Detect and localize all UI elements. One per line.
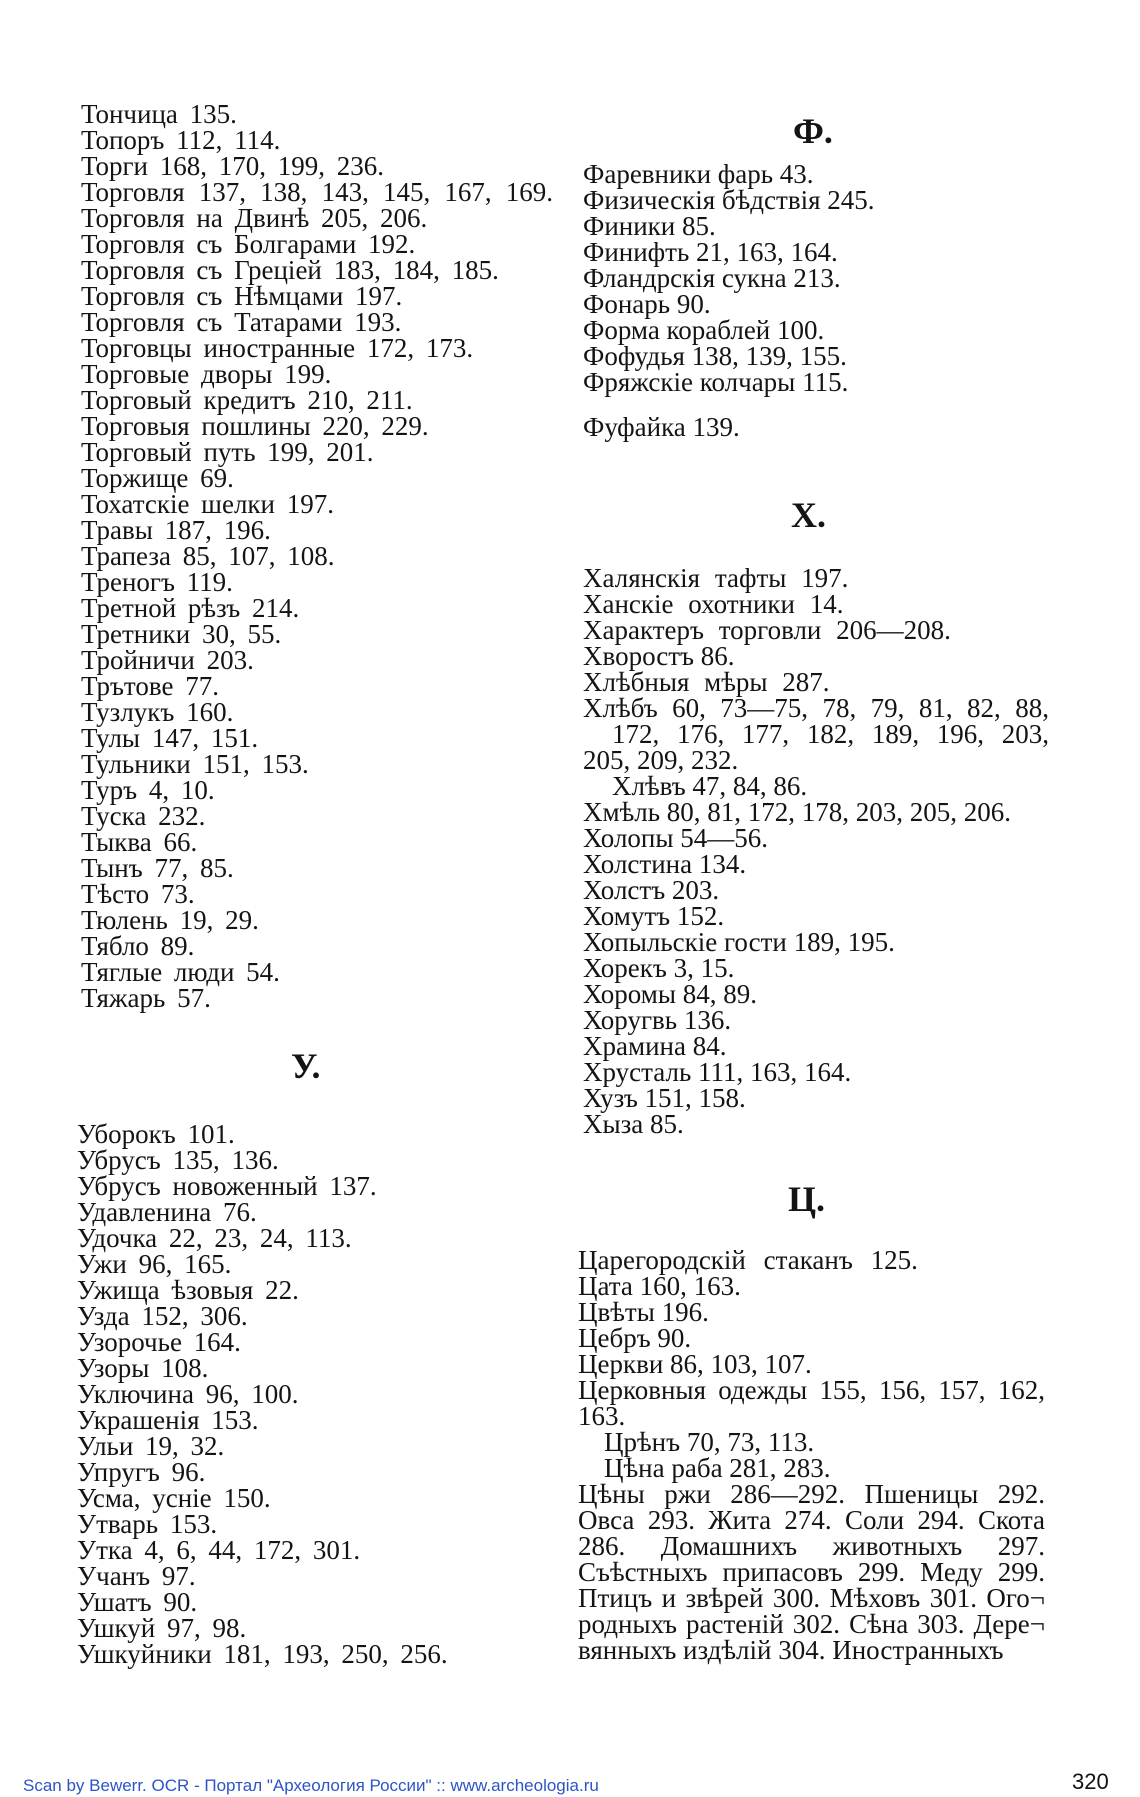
index-entry: Третной рѣзъ 214. bbox=[81, 593, 300, 623]
index-entry: Тузлукъ 160. bbox=[81, 697, 234, 727]
index-entry: Фонарь 90. bbox=[583, 289, 711, 319]
index-entry: Цвѣты 196. bbox=[578, 1297, 709, 1327]
section-f bbox=[583, 161, 1049, 440]
index-entry: Фаревники фарь 43. bbox=[583, 159, 814, 189]
section-t bbox=[81, 101, 553, 1011]
section-ts bbox=[578, 1247, 1045, 1663]
index-entry: Упругъ 96. bbox=[77, 1457, 206, 1487]
index-entry: Усма, усніе 150. bbox=[77, 1483, 271, 1513]
index-entry: Торговые дворы 199. bbox=[81, 359, 332, 389]
index-subentry: Цѣна раба 281, 283. bbox=[604, 1453, 831, 1483]
index-entry: Финики 85. bbox=[583, 211, 716, 241]
index-entry: Туска 232. bbox=[81, 801, 206, 831]
index-entry: Цебръ 90. bbox=[578, 1323, 692, 1353]
left-column bbox=[77, 99, 553, 1669]
index-entry: Хоромы 84, 89. bbox=[583, 979, 758, 1009]
index-entry: Хлѣбныя мѣры 287. bbox=[583, 667, 830, 697]
right-column bbox=[578, 111, 1049, 1665]
index-entry-continuation: 163. bbox=[578, 1401, 626, 1431]
index-entry: Хмѣль 80, 81, 172, 178, 203, 205, 206. bbox=[583, 797, 1012, 827]
index-entry: Узда 152, 306. bbox=[77, 1301, 248, 1331]
section-heading-u: У. bbox=[291, 1046, 321, 1086]
index-entry: Ульи 19, 32. bbox=[77, 1431, 225, 1461]
index-entry: Тохатскіе шелки 197. bbox=[81, 489, 334, 519]
index-entry: Характеръ торговли 206—208. bbox=[583, 615, 951, 645]
index-entry: Ужища ѣзовыя 22. bbox=[77, 1275, 299, 1305]
index-entry: Украшенія 153. bbox=[77, 1405, 259, 1435]
index-entry: Торговый кредитъ 210, 211. bbox=[81, 385, 413, 415]
index-entry: Тулы 147, 151. bbox=[81, 723, 259, 753]
index-entry-continuation: Съѣстныхъ припасовъ 299. Меду 299. bbox=[578, 1557, 1045, 1587]
index-entry: Физическія бѣдствія 245. bbox=[583, 185, 875, 215]
index-entry: Ужи 96, 165. bbox=[77, 1249, 232, 1279]
index-entry: Хыза 85. bbox=[583, 1109, 684, 1139]
index-entry: Фофудья 138, 139, 155. bbox=[583, 341, 847, 371]
section-u bbox=[77, 1121, 553, 1667]
index-entry: Холстина 134. bbox=[583, 849, 747, 879]
index-entry: Учанъ 97. bbox=[77, 1561, 196, 1591]
index-entry: Церковныя одежды 155, 156, 157, 162, bbox=[578, 1375, 1045, 1405]
section-heading-ts: Ц. bbox=[788, 1179, 826, 1219]
page-number: 320 bbox=[1072, 1769, 1109, 1794]
index-entry: Топоръ 112, 114. bbox=[81, 125, 281, 155]
index-entry: Ушкуйники 181, 193, 250, 256. bbox=[77, 1639, 448, 1669]
index-entry: Торговцы иностранные 172, 173. bbox=[81, 333, 474, 363]
index-entry: Церкви 86, 103, 107. bbox=[578, 1349, 812, 1379]
index-entry: Торжище 69. bbox=[81, 463, 234, 493]
index-entry: Цѣны ржи 286—292. Пшеницы 292. bbox=[578, 1479, 1045, 1509]
index-entry-continuation: Птицъ и звѣрей 300. Мѣховъ 301. Ого¬ bbox=[578, 1583, 1045, 1613]
index-entry: Финифть 21, 163, 164. bbox=[583, 237, 838, 267]
index-entry: Торги 168, 170, 199, 236. bbox=[81, 151, 384, 181]
index-entry: Уключина 96, 100. bbox=[77, 1379, 299, 1409]
index-entry: Тѣсто 73. bbox=[81, 879, 195, 909]
index-entry: Хлѣбъ 60, 73—75, 78, 79, 81, 82, 88, bbox=[583, 693, 1049, 723]
index-entry: Треногъ 119. bbox=[81, 567, 233, 597]
index-entry: Тюлень 19, 29. bbox=[81, 905, 259, 935]
index-entry: Царегородскій стаканъ 125. bbox=[578, 1245, 918, 1275]
section-heading-f: Ф. bbox=[793, 111, 833, 151]
index-entry: Фландрскія сукна 213. bbox=[583, 263, 841, 293]
index-entry-continuation: 205, 209, 232. bbox=[583, 745, 739, 775]
index-entry: Туръ 4, 10. bbox=[81, 775, 215, 805]
index-subentry: Црѣнъ 70, 73, 113. bbox=[604, 1427, 815, 1457]
index-entry: Узоры 108. bbox=[77, 1353, 209, 1383]
index-entry: Хузъ 151, 158. bbox=[583, 1083, 746, 1113]
index-entry: Фуфайка 139. bbox=[583, 412, 740, 442]
index-entry: Хорекъ 3, 15. bbox=[583, 953, 735, 983]
index-entry: Ханскіе охотники 14. bbox=[583, 589, 844, 619]
index-entry-continuation: вянныхъ издѣлій 304. Иностранныхъ bbox=[578, 1635, 1004, 1665]
index-entry: Тыква 66. bbox=[81, 827, 198, 857]
index-entry: Фряжскіе колчары 115. bbox=[583, 367, 849, 397]
index-entry: Тяжарь 57. bbox=[81, 983, 211, 1013]
index-entry: Хоругвь 136. bbox=[583, 1005, 732, 1035]
index-entry: Тынъ 77, 85. bbox=[81, 853, 234, 883]
index-entry: Хомутъ 152. bbox=[583, 901, 725, 931]
index-entry: Холстъ 203. bbox=[583, 875, 720, 905]
index-entry: Цата 160, 163. bbox=[578, 1271, 741, 1301]
index-entry-continuation: 286. Домашнихъ животныхъ 297. bbox=[578, 1531, 1045, 1561]
index-entry: Утварь 153. bbox=[77, 1509, 218, 1539]
index-entry: Удочка 22, 23, 24, 113. bbox=[77, 1223, 352, 1253]
index-entry: Хопыльскіе гости 189, 195. bbox=[583, 927, 895, 957]
index-entry: Форма кораблей 100. bbox=[583, 315, 825, 345]
index-subentry: Хлѣвъ 47, 84, 86. bbox=[612, 771, 808, 801]
index-entry: Торговля на Двинѣ 205, 206. bbox=[81, 203, 428, 233]
index-entry-continuation: родныхъ растеній 302. Сѣна 303. Дере¬ bbox=[578, 1609, 1045, 1639]
section-kh bbox=[583, 565, 1049, 1137]
index-entry: Тульники 151, 153. bbox=[81, 749, 309, 779]
index-entry: Травы 187, 196. bbox=[81, 515, 271, 545]
index-entry: Тройничи 203. bbox=[81, 645, 254, 675]
index-entry: Ушатъ 90. bbox=[77, 1587, 198, 1617]
index-entry: Холопы 54—56. bbox=[583, 823, 769, 853]
index-entry: Трътове 77. bbox=[81, 671, 219, 701]
index-entry: Торговля съ Нѣмцами 197. bbox=[81, 281, 403, 311]
index-entry: Торговля съ Татарами 193. bbox=[81, 307, 402, 337]
index-entry: Торговля 137, 138, 143, 145, 167, 169. bbox=[81, 177, 553, 207]
index-entry: Хворостъ 86. bbox=[583, 641, 735, 671]
index-entry: Узорочье 164. bbox=[77, 1327, 241, 1357]
index-entry: Утка 4, 6, 44, 172, 301. bbox=[77, 1535, 361, 1565]
index-entry: Торговый путь 199, 201. bbox=[81, 437, 374, 467]
scan-credit: Scan by Bewerr. OCR - Портал "Археология России" :: www.archeologia.ru bbox=[23, 1776, 599, 1795]
index-entry: Тябло 89. bbox=[81, 931, 195, 961]
index-entry: Убрусъ новоженный 137. bbox=[77, 1171, 377, 1201]
index-entry: Убрусъ 135, 136. bbox=[77, 1145, 279, 1175]
index-entry: Ушкуй 97, 98. bbox=[77, 1613, 247, 1643]
index-entry: Халянскія тафты 197. bbox=[583, 563, 849, 593]
index-entry: Третники 30, 55. bbox=[81, 619, 282, 649]
index-entry: Уборокъ 101. bbox=[77, 1119, 235, 1149]
index-entry: Торговля съ Болгарами 192. bbox=[81, 229, 416, 259]
index-entry: Тяглые люди 54. bbox=[81, 957, 280, 987]
index-entry: Хрусталь 111, 163, 164. bbox=[583, 1057, 852, 1087]
index-entry-continuation: Овса 293. Жита 274. Соли 294. Скота bbox=[578, 1505, 1045, 1535]
index-entry: Храмина 84. bbox=[583, 1031, 727, 1061]
section-heading-kh: Х. bbox=[791, 495, 826, 535]
index-entry: Удавленина 76. bbox=[77, 1197, 257, 1227]
index-entry-continuation: 172, 176, 177, 182, 189, 196, 203, bbox=[612, 719, 1049, 749]
index-entry: Трапеза 85, 107, 108. bbox=[81, 541, 335, 571]
index-entry: Торговля съ Греціей 183, 184, 185. bbox=[81, 255, 499, 285]
index-entry: Торговыя пошлины 220, 229. bbox=[81, 411, 429, 441]
index-entry: Тончица 135. bbox=[81, 99, 237, 129]
